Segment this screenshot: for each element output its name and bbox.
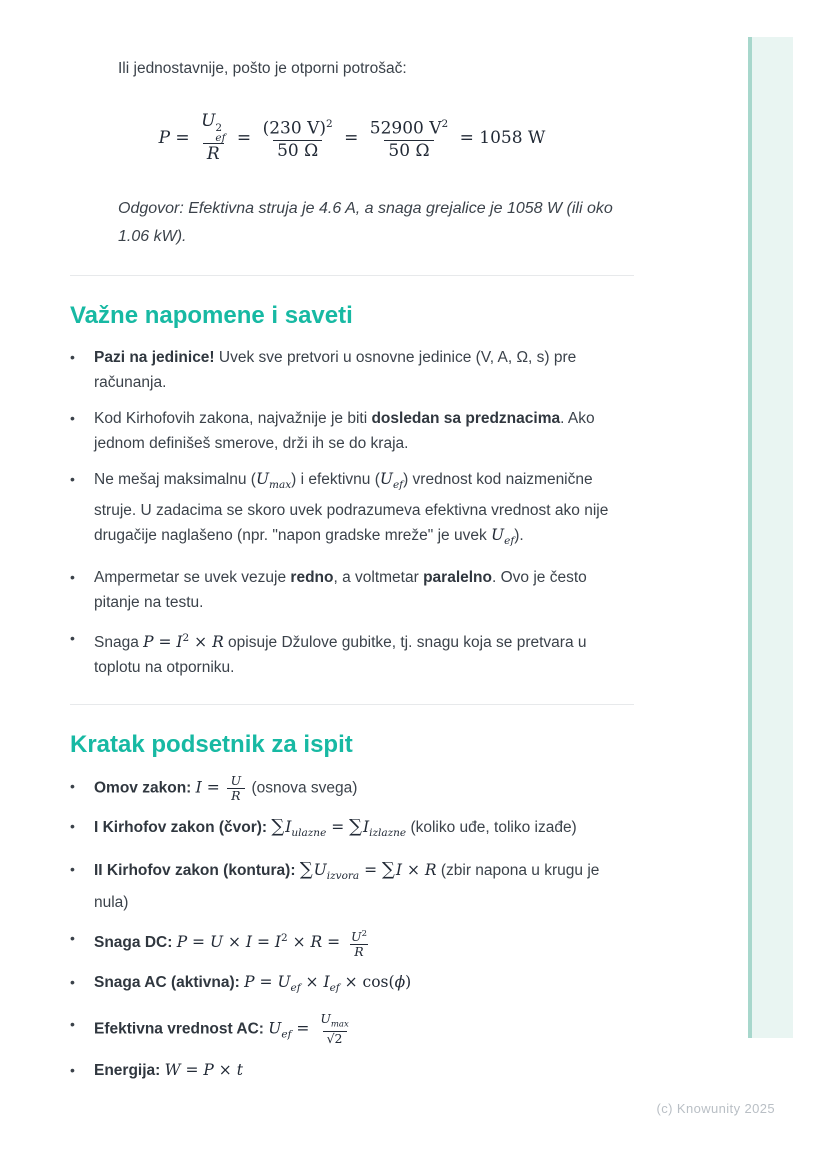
list-item-text: Snaga $P = I^2 \times R$ opisuje Džulove gubitke, tj. snagu koja se pretvara u toplotu na otporniku. xyxy=(94,632,587,677)
list-item xyxy=(70,1058,634,1083)
list-item-text: Ampermetar se uvek vezuje redno, a voltmetar paralelno. Ovo je često pitanje na testu. xyxy=(94,569,587,612)
list-item xyxy=(70,1012,634,1047)
list-item-text: Efektivna vrednost AC: $U_{ef}$ = $\frac{U_{max}}{√2}$ xyxy=(94,1010,349,1047)
notes-list xyxy=(70,345,634,680)
list-item xyxy=(70,857,634,914)
list-item xyxy=(70,467,634,554)
bullet-dot: • xyxy=(70,569,75,586)
reminder-list xyxy=(70,774,634,1083)
list-item-text: Omov zakon: I = $\frac{U}{R}$ (osnova svega) xyxy=(94,773,358,804)
list-item-text: I Kirhofov zakon (čvor): $\sum I_{ulazne} = \sum I_{izlazne}$ (koliko uđe, toliko izađe) xyxy=(94,816,577,840)
list-item xyxy=(70,970,634,1001)
section-divider xyxy=(70,704,634,705)
bullet-dot: • xyxy=(70,1062,75,1079)
bullet-dot: • xyxy=(70,410,75,426)
list-item xyxy=(70,926,634,959)
list-item-text: Pazi na jedinice! Uvek sve pretvori u osnovne jedinice (V, A, Ω, s) pre računanja. xyxy=(94,349,577,391)
bullet-dot: • xyxy=(70,973,75,990)
bullet-dot: • xyxy=(70,929,75,946)
list-item-text: II Kirhofov zakon (kontura): $\sum U_{izvora} = \sum I \times R$ (zbir napona u krugu je nula) xyxy=(94,859,600,911)
footer-credit: (c) Knowunity 2025 xyxy=(656,1101,775,1116)
power-formula: P = U 2 ef R = $\frac{(230 V)^2}{50 \Omega}$ = $\frac{52900 V^2}{50 \Omega}$ = 1058 W xyxy=(158,111,546,164)
section-title-reminder: Kratak podsetnik za ispit xyxy=(70,731,353,759)
list-item-text: Energija: W = P × t xyxy=(94,1061,243,1080)
list-item xyxy=(70,814,634,846)
list-item-text: Ne mešaj maksimalnu $(U_{max})$ i efektivnu $(U_{ef})$ vrednost kod naizmenične struje. U zadacima se skoro uvek podrazumeva efektivna vrednost ako nije drugačije naglašeno (npr. "napon gradske mreže" je uvek $U_{ef}$). xyxy=(94,470,609,548)
bullet-dot: • xyxy=(70,861,75,878)
list-item xyxy=(70,406,634,456)
bullet-dot: • xyxy=(70,1015,75,1032)
content-column xyxy=(70,0,634,1094)
list-item xyxy=(70,565,634,615)
list-item xyxy=(70,345,634,395)
page-accent-bar xyxy=(748,37,793,1038)
list-item xyxy=(70,774,634,803)
section-divider xyxy=(70,275,634,276)
list-item xyxy=(70,626,634,680)
bullet-dot: • xyxy=(70,778,75,795)
list-item-text: Kod Kirhofovih zakona, najvažnije je biti dosledan sa predznacima. Ako jednom definišeš smerove, drži ih se do kraja. xyxy=(94,410,595,452)
answer-paragraph: Odgovor: Efektivna struja je 4.6 A, a snaga grejalice je 1058 W (ili oko 1.06 kW). xyxy=(118,200,613,245)
list-item-text: Snaga DC: $P = U \times I = I^2 \times R$ = $\frac{U^2}{R}$ xyxy=(94,928,367,959)
bullet-dot: • xyxy=(70,349,75,365)
section-title-notes: Važne napomene i saveti xyxy=(70,302,353,329)
bullet-dot: • xyxy=(70,630,75,647)
list-item-text: Snaga AC (aktivna): $P = U_{ef} \times I_{ef} \times \cos(\phi)$ xyxy=(94,972,412,994)
bullet-dot: • xyxy=(70,818,75,835)
intro-paragraph: Ili jednostavnije, pošto je otporni potrošač: xyxy=(118,60,407,77)
bullet-dot: • xyxy=(70,471,75,487)
